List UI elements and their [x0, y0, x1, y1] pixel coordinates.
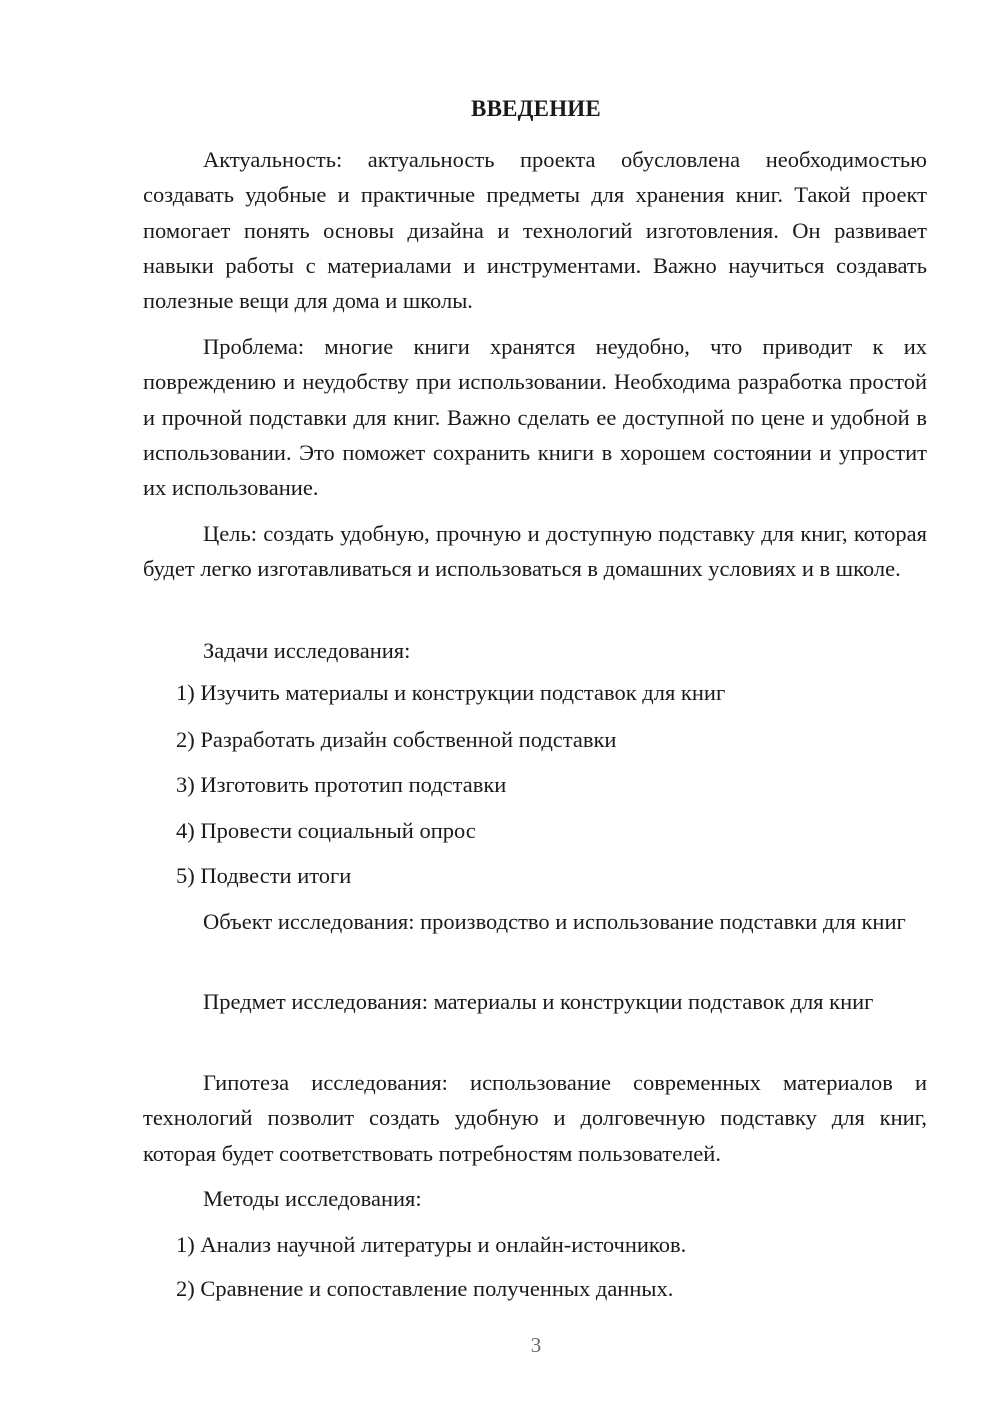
problem-paragraph: Проблема: многие книги хранятся неудобно, что приводит к их повреждению и неудобству при использовании. Необходима разработка простой и прочной подставки для книг. Важно сделать ее доступной по цене и удобной в использовании. Это поможет сохранить книги в хорошем состоянии и упростит их использование.	[143, 334, 927, 501]
hypothesis-paragraph: Гипотеза исследования: использование современных материалов и технологий позволит создать удобную и долговечную подставку для книг, которая будет соответствовать потребностям пользователей.	[143, 1070, 927, 1166]
task-item-2: 2) Разработать дизайн собственной подставки	[176, 727, 617, 752]
relevance-paragraph: Актуальность: актуальность проекта обусловлена необходимостью создавать удобные и практичные предметы для хранения книг. Такой проект помогает понять основы дизайна и технологий изготовления. Он развивает навыки работы с материалами и инструментами. Важно научиться создавать полезные вещи для дома и школы.	[143, 147, 927, 314]
task-item-3: 3) Изготовить прототип подставки	[176, 772, 507, 797]
page-number: 3	[530, 1333, 542, 1357]
object-paragraph: Объект исследования: производство и использование подставки для книг	[203, 909, 906, 934]
methods-title: Методы исследования:	[203, 1186, 422, 1211]
method-item-1: 1) Анализ научной литературы и онлайн-источников.	[176, 1232, 687, 1257]
goal-paragraph: Цель: создать удобную, прочную и доступную подставку для книг, которая будет легко изготавливаться и использоваться в домашних условиях и в школе.	[143, 521, 927, 582]
tasks-title: Задачи исследования:	[203, 638, 411, 663]
task-item-5: 5) Подвести итоги	[176, 863, 352, 888]
task-item-1: 1) Изучить материалы и конструкции подставок для книг	[176, 680, 726, 705]
subject-paragraph: Предмет исследования: материалы и конструкции подставок для книг	[203, 989, 874, 1014]
method-item-2: 2) Сравнение и сопоставление полученных данных.	[176, 1276, 674, 1301]
task-item-4: 4) Провести социальный опрос	[176, 818, 476, 843]
section-heading: ВВЕДЕНИЕ	[471, 96, 601, 121]
